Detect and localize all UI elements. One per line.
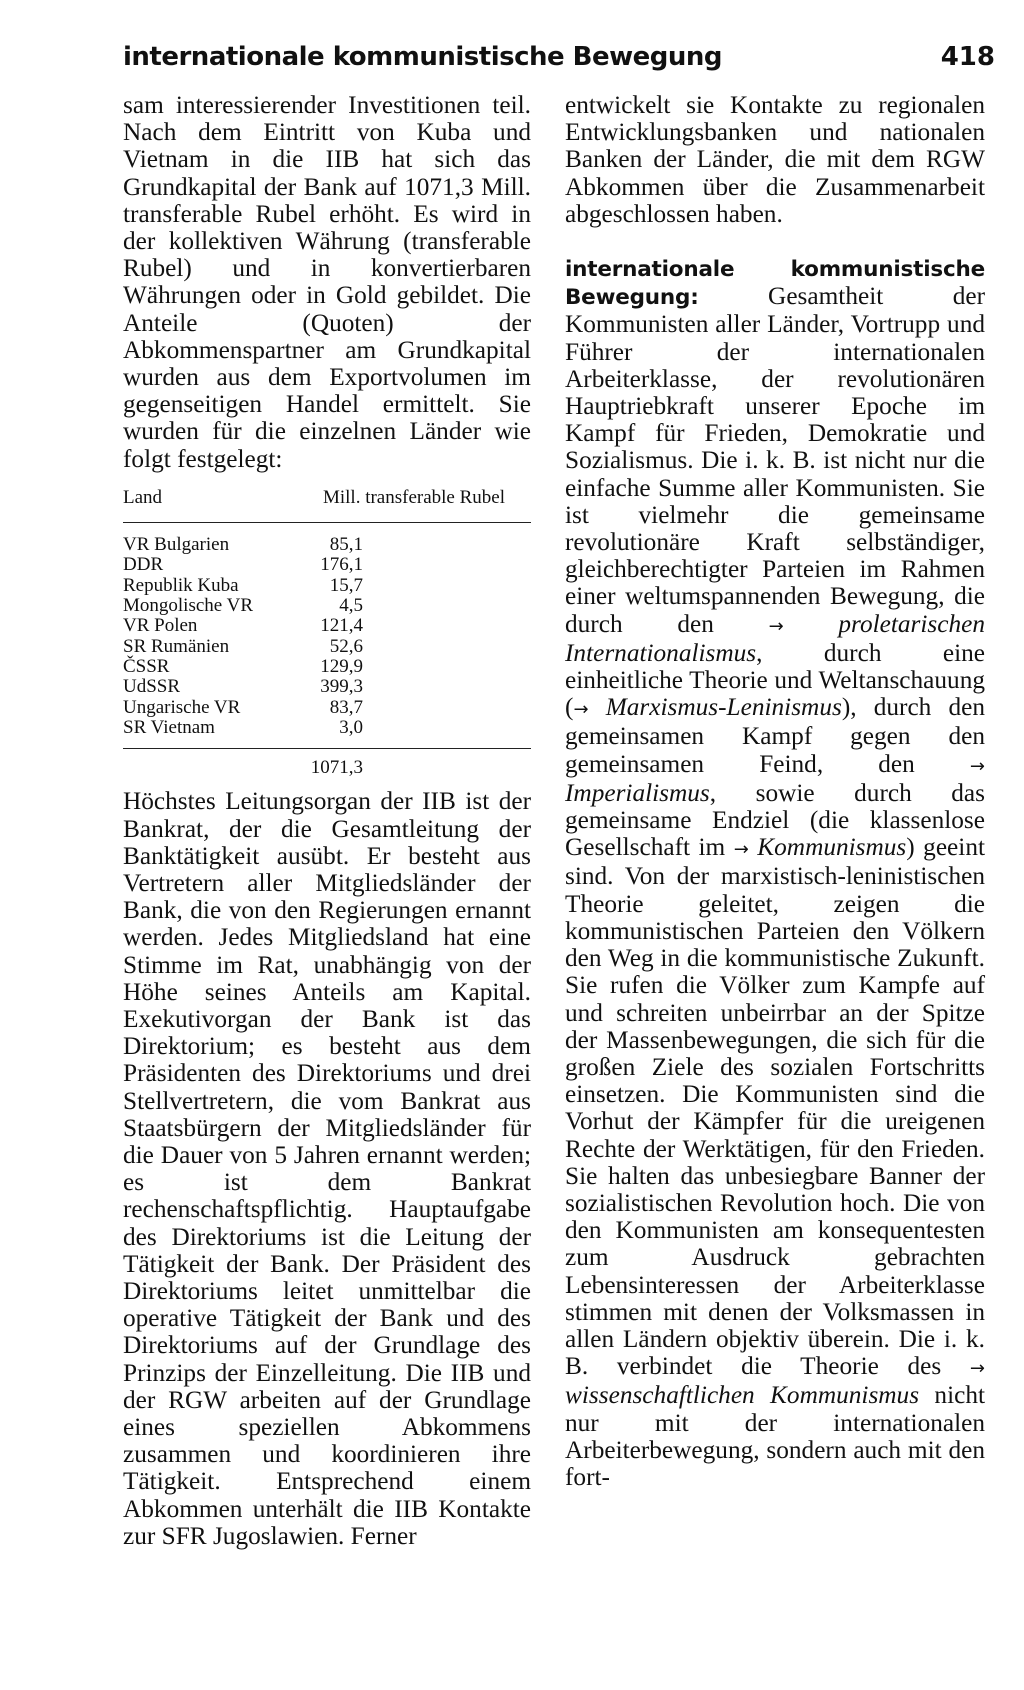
right-column [565, 92, 985, 1491]
table-row [123, 555, 531, 575]
cross-reference-link[interactable]: Kommunismus [757, 833, 907, 862]
country-cell: UdSSR [123, 676, 181, 698]
table-row [123, 523, 531, 556]
table-row [123, 657, 531, 677]
total-cell: 1071,3 [274, 749, 531, 779]
cross-reference-arrow-icon: → [768, 615, 784, 637]
country-cell: ČSSR [123, 655, 170, 677]
quota-table [123, 486, 531, 779]
entry-text: Gesamtheit der Kommunisten aller Länder, Vortrupp und Führer der internationalen Arbeiterklasse, der revolutionären Hauptriebkraft unserer Epoche im Kampf für Frieden, Demokratie und Sozialismus. Die i. k. B. ist nicht nur die einfache Summe aller Kommunisten. Sie ist vielmehr die gemeinsame revolutionäre Kraft selbständiger, gleichberechtigter Parteien im Rahmen einer weltumspannenden Bewegung, die durch den [565, 282, 985, 638]
value-cell: 85,1 [329, 534, 363, 556]
column-header-value: Mill. transferable Rubel [274, 486, 531, 523]
value-cell: 176,1 [320, 554, 363, 576]
entry-text: nicht nur mit der internationalen Arbeiterbewegung, sondern auch mit den fort- [565, 1381, 985, 1491]
page-header [123, 38, 995, 86]
entry-text: ), durch den gemeinsamen Kampf gegen den gemeinsamen Feind, den [565, 693, 985, 778]
value-cell: 83,7 [329, 696, 363, 718]
cross-reference-arrow-icon: → [733, 839, 749, 861]
table-row [123, 616, 531, 636]
cross-reference-link[interactable]: wissenschaftlichen Kommunismus [565, 1381, 920, 1410]
page-number: 418 [940, 42, 995, 72]
table-row [123, 576, 531, 596]
table-row [123, 596, 531, 616]
country-cell: SR Vietnam [123, 716, 215, 738]
value-cell: 4,5 [339, 595, 363, 617]
dictionary-entry [565, 255, 985, 1491]
cross-reference-arrow-icon: → [573, 699, 589, 721]
country-cell: Mongolische VR [123, 595, 254, 617]
cross-reference-arrow-icon: → [969, 1358, 985, 1380]
country-cell: Ungarische VR [123, 696, 241, 718]
entry-text: , sowie durch das gemeinsame Endziel (die klassenlose Gesellschaft im [565, 778, 985, 862]
value-cell: 3,0 [339, 716, 363, 738]
cross-reference-link[interactable]: Marxismus-Leninismus [605, 693, 842, 722]
country-cell: DDR [123, 554, 164, 576]
cross-reference-link[interactable]: proletarischen Internationalismus [565, 609, 985, 667]
table-row [123, 637, 531, 657]
table-total-row [123, 749, 531, 779]
table-row [123, 718, 531, 749]
country-cell: VR Bulgarien [123, 534, 230, 556]
cross-reference-link[interactable]: Imperialismus [565, 778, 710, 807]
value-cell: 15,7 [329, 574, 363, 596]
value-cell: 121,4 [320, 615, 363, 637]
cross-reference-arrow-icon: → [969, 755, 985, 777]
entry-headword: internationale kommunistische Bewegung: [565, 257, 985, 311]
paragraph-bank-organs: Höchstes Leitungsorgan der IIB ist der Bankrat, der die Gesamtleitung der Banktätigkeit ausübt. Er besteht aus Vertretern aller Mitgliedsländer der Bank, die von den Regierungen ernannt werden. Jedes Mitgliedsland hat eine Stimme im Rat, unabhängig von der Höhe seines Anteils am Kapital. Exekutivorgan der Bank ist das Direktorium; es besteht aus dem Präsidenten des Direktoriums und drei Stellvertretern, die vom Bankrat aus Staatsbürgern der Mitgliedsländer für die Dauer von 5 Jahren ernannt werden; es ist dem Bankrat rechenschaftspflichtig. Hauptaufgabe des Direktoriums ist die Leitung der Tätigkeit der Bank. Der Präsident des Direktoriums leitet unmittelbar die operative Tätigkeit der Bank und des Direktoriums auf der Grundlage des Prinzips der Einzelleitung. Die IIB und der RGW arbeiten auf der Grundlage eines speziellen Abkommens zusammen und koordinieren ihre Tätigkeit. Entsprechend einem Abkommen unterhält die IIB Kontakte zur SFR Jugoslawien. Ferner [123, 787, 531, 1550]
country-cell: VR Polen [123, 615, 198, 637]
entry-text: , durch eine einheitliche Theorie und Weltanschauung ( [565, 638, 985, 722]
left-column [123, 92, 531, 1550]
table-header-row [123, 486, 531, 523]
table-row [123, 698, 531, 718]
value-cell: 52,6 [329, 635, 363, 657]
paragraph-continuation: entwickelt sie Kontakte zu regionalen Entwicklungsbanken und nationalen Banken der Länder, die mit dem RGW Abkommen über die Zusammenarbeit abgeschlossen haben. [565, 91, 985, 228]
table-row [123, 677, 531, 697]
entry-text: ) geeint sind. Von der marxistisch-leninistischen Theorie geleitet, zeigen die kommunistischen Parteien den Völkern den Weg in die kommunistische Zukunft. Sie rufen die Völker zum Kampfe auf und schreiten unbeirrbar an der Spitze der Massenbewegungen, die sich für die großen Ziele des sozialen Fortschritts einsetzen. Die Kommunisten sind die Vorhut der Kämpfer für die ureigenen Rechte der Werktätigen, für den Frieden. Sie halten das unbesiegbare Banner der sozialistischen Revolution hoch. Die von den Kommunisten am konsequentesten zum Ausdruck gebrachten Lebensinteressen der Arbeiterklasse stimmen mit denen der Volksmassen in allen Ländern objektiv überein. Die i. k. B. verbindet die Theorie des [565, 833, 985, 1381]
country-cell: Republik Kuba [123, 574, 239, 596]
paragraph-capital-intro: sam interessierender Investitionen teil. Nach dem Eintritt von Kuba und Vietnam in die IIB hat sich das Grundkapital der Bank auf 1071,3 Mill. transferable Rubel erhöht. Es wird in der kollektiven Währung (transferable Rubel) und in konvertierbaren Währungen oder in Gold gebildet. Die Anteile (Quoten) der Abkommenspartner am Grundkapital wurden aus dem Exportvolumen im gegenseitigen Handel ermittelt. Sie wurden für die einzelnen Länder wie folgt festgelegt: [123, 91, 531, 473]
value-cell: 399,3 [320, 676, 363, 698]
running-head: internationale kommunistische Bewegung [123, 42, 723, 72]
country-cell: SR Rumänien [123, 635, 230, 657]
column-header-country: Land [123, 486, 274, 523]
value-cell: 129,9 [320, 655, 363, 677]
